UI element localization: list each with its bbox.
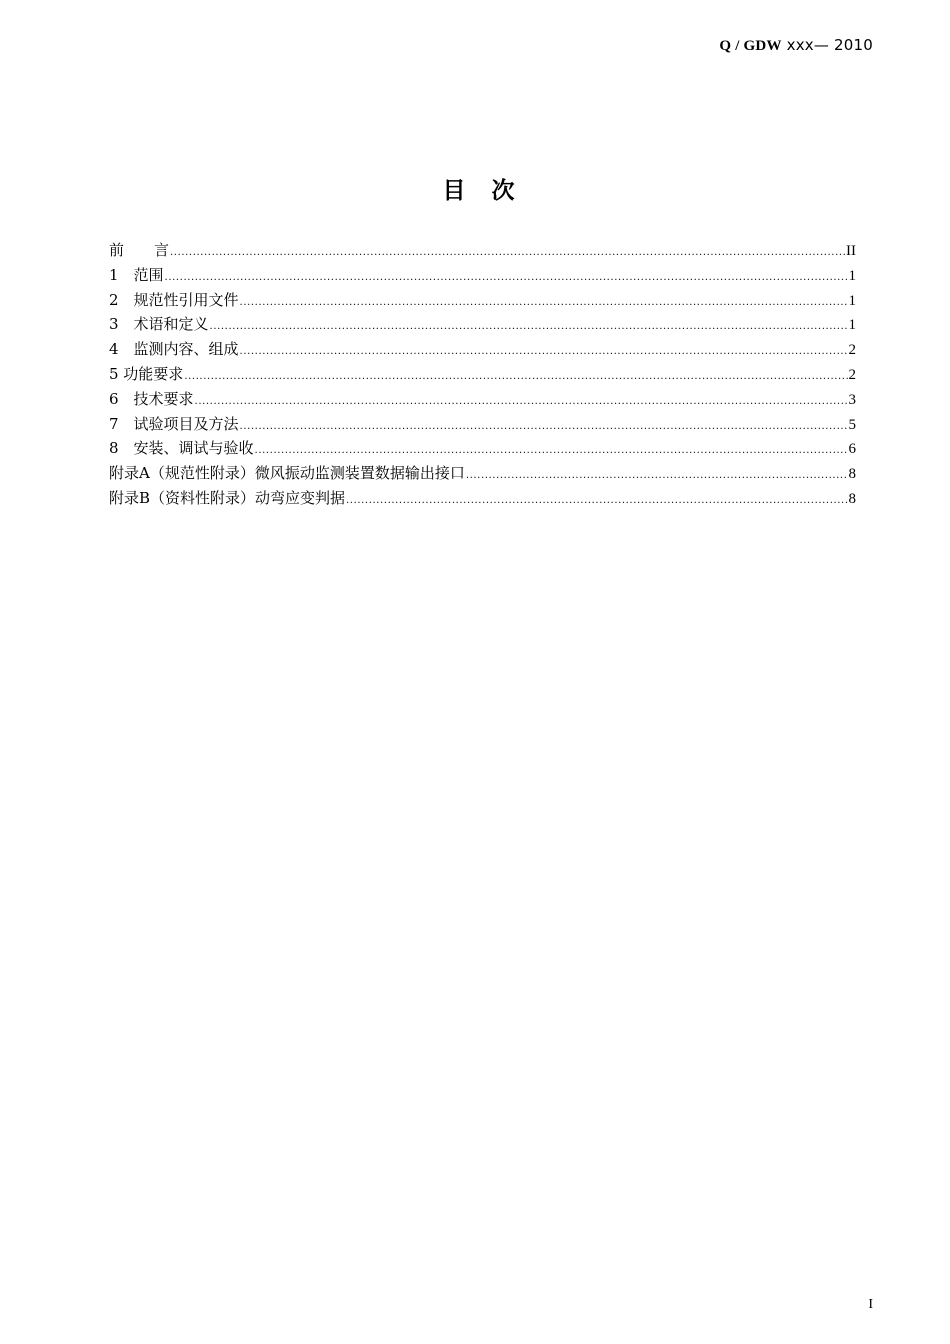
toc-entry-label: 6 技术要求 [109,389,194,408]
toc-entry-label: 4 监测内容、组成 [109,340,239,359]
dot-leader [240,291,848,316]
toc-entry-page: 3 [848,391,856,408]
toc-entry-technical-requirements[interactable] [109,387,856,412]
toc-entry-page: 6 [848,441,856,458]
page-header [719,36,873,55]
toc-entry-scope[interactable] [109,263,856,288]
toc-entry-test-items[interactable] [109,412,856,437]
toc-entry-label: 附录A（规范性附录）微风振动监测装置数据输出接口 [109,464,465,483]
toc-entry-monitoring-content[interactable] [109,337,856,362]
toc-title: 目次 [442,178,541,204]
toc-entry-page: 1 [848,267,856,284]
toc-entry-page: 5 [848,416,856,433]
toc-entry-page: 1 [848,317,856,334]
dot-leader [466,464,848,489]
toc-entry-label: 5 功能要求 [109,364,184,383]
toc-entry-page: 8 [848,490,856,507]
toc-entry-page: 2 [848,342,856,359]
toc-entry-functional-requirements[interactable] [109,362,856,387]
toc-entry-page: II [846,243,856,259]
toc-entry-appendix-b[interactable] [109,486,856,511]
toc-entry-page: 2 [848,366,856,383]
dot-leader [195,390,848,415]
dot-leader [240,415,848,440]
table-of-contents [109,238,856,511]
toc-entry-foreword[interactable] [109,238,856,263]
toc-entry-label: 1 范围 [109,265,164,284]
dot-leader [165,266,848,291]
dot-leader [184,365,847,390]
toc-entry-label: 附录B（资料性附录）动弯应变判据 [109,488,346,507]
dot-leader [346,489,847,514]
standard-number: xxx— 2010 [781,36,873,54]
toc-entry-label: 前 言 [109,241,170,259]
dot-leader [240,340,848,365]
dot-leader [210,315,848,340]
toc-entry-label: 7 试验项目及方法 [109,414,239,433]
toc-entry-label: 8 安装、调试与验收 [109,439,254,458]
toc-entry-normative-references[interactable] [109,288,856,313]
page-number: I [868,1297,873,1312]
dot-leader [170,241,845,266]
toc-entry-label: 2 规范性引用文件 [109,290,239,309]
toc-entry-terms-definitions[interactable] [109,312,856,337]
toc-entry-appendix-a[interactable] [109,461,856,486]
standard-code: Q / GDW [719,38,782,54]
toc-entry-page: 1 [848,292,856,309]
toc-entry-installation[interactable] [109,436,856,461]
toc-entry-label: 3 术语和定义 [109,315,209,334]
toc-entry-page: 8 [848,466,856,483]
